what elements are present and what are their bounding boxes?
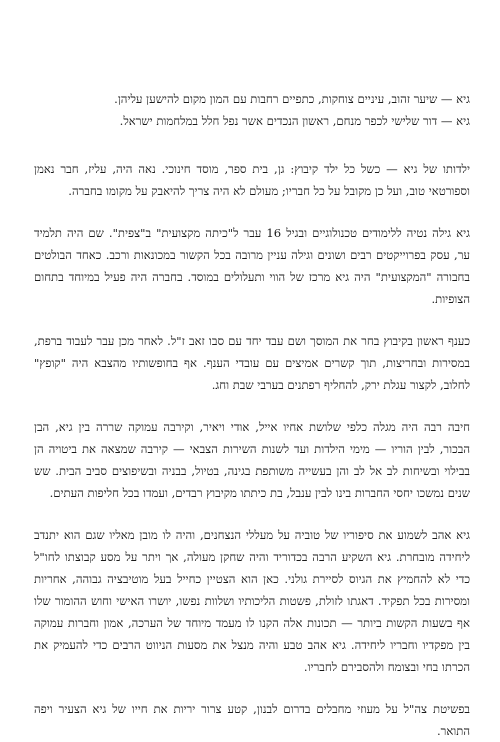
document-page (34, 88, 470, 742)
paragraph-studies: גיא גילה נטיה ללימודים טכנולוגיים ובגיל 16 עבר ל"כיתה מקצועית" ב"צפית". שם היה תלמיד ער, עסק בפרוייקטים רבים ושונים וגילה עניין מרובה בכל הקשור במכונאות ורכב. כאחד הבולטים בחבורה "המקצועית" היה גיא מרכז של הווי ותעלולים במוסד. בחברה היה פעיל במיוחד בתחום הצופיות. (34, 226, 470, 306)
epigraph-line: גיא — שיער זהוב, עיניים צוחקות, כתפיים רחבות עם המון מקום להישען עליהן. (114, 92, 470, 106)
epigraph (34, 88, 470, 132)
epigraph-line: גיא — דור שלישי לכפר מנחם, ראשון הנכדים אשר נפל חלל במלחמות ישראל. (119, 114, 470, 128)
paragraph-childhood: ילדותו של גיא — כשל כל ילד קיבוץ: גן, בית ספר, מוסד חינוכי. נאה היה, עליז, חבר נאמן וספורטאי טוב, ועל כן מקובל על כל חבריו; מעולם לא היה צריך להיאבק על מקומו בחברה. (34, 162, 470, 198)
paragraph-family: חיבה רבה היה מגלה כלפי שלושת אחיו אייל, אודי ויאיר, וקירבה עמוקה שררה בין גיא, הבן הבכור, לבין הוריו — מימי הילדות ועד לשנות השירות הצבאי — קירבה שמצאה את ביטויה הן בבילוי ובשיחות לב אל לב והן בעשייה משותפת בגינה, בטיול, בבניה ובשיפוצים סביב הבית. שש שנים נמשכו יחסי החברות בינו לבין ענבל, בת כיתתו מקיבוץ רבדים, ועמדו בכל חליפות העתים. (34, 420, 470, 500)
paragraph-death: בפשיטת צה"ל על מעוזי מחבלים בדרום לבנון, קטע צרור יריות את חייו של גיא הצעיר ויפה התואר. (34, 702, 470, 738)
paragraph-work: כענף ראשון בקיבוץ בחר את המוסך ושם עבד יחד עם סבו זאב ז"ל. לאחר מכן עבר לעבוד ברפת, במסירות ובחריצות, תוך קשרים אמיצים עם עובדי הענף. אף בחופשותיו מהצבא היה "קופץ" לחלוב, לקצור עגלת ירק, להחליף רפתנים בערבי שבת וחג. (34, 334, 470, 392)
paragraph-army: גיא אהב לשמוע את סיפוריו של טוביה על מעללי הנצחנים, והיה לו מובן מאליו שגם הוא יתנדב ליחידה מובחרת. גיא השקיע הרבה בכדוריד והיה שחקן מעולה, אך ויתר על מסע קבוצתו לחו"ל כדי לא להחמיץ את הגיוס לסיירת גולני. כאן הוא הצטיין כחייל בעל מוטיבציה גבוהה, אחריות ומסירות בכל תפקיד. דאגתו לזולת, פשטות הליכותיו ושלוות נפשו, יושרו האישי וחוש ההומור שלו אף בשעות הקשות ביותר — תכונות אלה הקנו לו מעמד מיוחד של הערכה, אמון וחברות עמוקה בין מפקדיו וחבריו ליחידה. גיא אהב טבע והיה מנצל את מסעות הניווט הרבים כדי להעמיק את הכרתו בחי ובצומח ולהסבירם לחבריו. (34, 528, 470, 674)
